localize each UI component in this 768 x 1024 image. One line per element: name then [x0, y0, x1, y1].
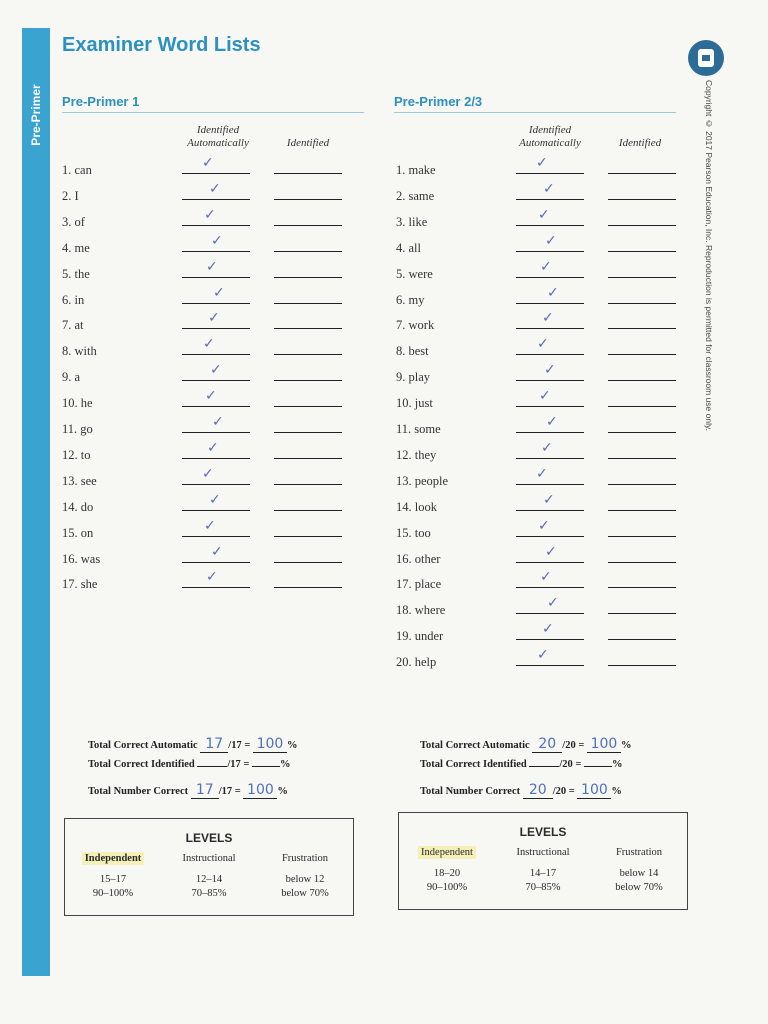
left-word: 6. in [62, 292, 85, 307]
left-identified-blank[interactable] [274, 484, 342, 485]
right-levels-title: LEVELS [519, 825, 567, 839]
right-identified-blank[interactable] [608, 173, 676, 174]
right-num-value[interactable]: 20 [523, 782, 553, 799]
right-auto-blank[interactable] [516, 251, 584, 252]
right-word: 20. help [396, 655, 437, 670]
right-auto-blank[interactable] [516, 328, 584, 329]
right-auto-blank[interactable] [516, 277, 584, 278]
right-auto-blank[interactable] [516, 536, 584, 537]
right-identified-blank[interactable] [608, 328, 676, 329]
left-range-instructional: 12–14 [195, 874, 223, 885]
right-identified-blank[interactable] [608, 432, 676, 433]
right-num-pct[interactable]: 100 [577, 782, 611, 799]
right-range-frustration: below 14 [619, 868, 659, 879]
right-auto-blank[interactable] [516, 484, 584, 485]
left-identified-blank[interactable] [274, 458, 342, 459]
right-total-auto: Total Correct Automatic 20 /20 = 100 % [420, 736, 632, 752]
right-check-mark: ✓ [542, 310, 554, 327]
copyright-notice: Copyright © 2017 Pearson Education, Inc. Reproduction is permitted for classroom use only. [704, 80, 714, 431]
right-range-instructional: 14–17 [529, 868, 557, 879]
left-check-mark: ✓ [209, 180, 221, 197]
right-word: 8. best [396, 344, 429, 359]
left-auto-blank[interactable] [182, 173, 250, 174]
right-identified-blank[interactable] [608, 406, 676, 407]
right-total-number: Total Number Correct 20 /20 = 100 % [420, 782, 622, 798]
left-check-mark: ✓ [206, 258, 218, 275]
right-levels-ranges [399, 868, 687, 879]
right-auto-blank[interactable] [516, 354, 584, 355]
right-identified-blank[interactable] [608, 303, 676, 304]
left-identified-blank[interactable] [274, 199, 342, 200]
left-word: 13. see [62, 473, 97, 488]
left-check-mark: ✓ [203, 336, 215, 353]
left-num-pct[interactable]: 100 [243, 782, 277, 799]
right-auto-blank[interactable] [516, 432, 584, 433]
left-check-mark: ✓ [211, 232, 223, 249]
right-check-mark: ✓ [537, 336, 549, 353]
left-check-mark: ✓ [210, 362, 222, 379]
left-auto-blank[interactable] [182, 225, 250, 226]
left-ident-pct[interactable] [252, 766, 280, 767]
right-identified-blank[interactable] [608, 277, 676, 278]
right-word: 3. like [396, 214, 428, 229]
left-word: 17. she [62, 577, 98, 592]
left-list-title: Pre-Primer 1 [62, 94, 140, 109]
left-identified-blank[interactable] [274, 303, 342, 304]
left-word: 8. with [62, 344, 97, 359]
right-header-auto: Identified Automatically [519, 124, 581, 149]
left-identified-blank[interactable] [274, 587, 342, 588]
left-check-mark: ✓ [204, 517, 216, 534]
right-word: 4. all [396, 240, 421, 255]
right-check-mark: ✓ [547, 595, 559, 612]
right-word: 13. people [396, 473, 449, 488]
right-auto-value[interactable]: 20 [532, 736, 562, 753]
left-identified-blank[interactable] [274, 277, 342, 278]
right-auto-blank[interactable] [516, 380, 584, 381]
left-level-frustration: Frustration [281, 853, 329, 864]
right-check-mark: ✓ [542, 621, 554, 638]
left-check-mark: ✓ [207, 439, 219, 456]
left-word: 7. at [62, 318, 84, 333]
side-tab-label: Pre-Primer [29, 84, 43, 146]
right-word: 16. other [396, 551, 441, 566]
left-identified-blank[interactable] [274, 251, 342, 252]
left-total-number: Total Number Correct 17 /17 = 100 % [88, 782, 288, 798]
right-identified-blank[interactable] [608, 665, 676, 666]
right-check-mark: ✓ [536, 155, 548, 171]
right-identified-blank[interactable] [608, 613, 676, 614]
left-auto-blank[interactable] [182, 303, 250, 304]
right-auto-blank[interactable] [516, 458, 584, 459]
right-list-title: Pre-Primer 2/3 [394, 94, 483, 109]
right-levels-box [398, 812, 688, 910]
right-auto-blank[interactable] [516, 303, 584, 304]
left-word: 11. go [62, 422, 93, 436]
left-level-independent: Independent [82, 852, 145, 865]
right-auto-blank[interactable] [516, 510, 584, 511]
left-identified-blank[interactable] [274, 225, 342, 226]
left-levels-headers [65, 853, 353, 864]
left-auto-blank[interactable] [182, 432, 250, 433]
right-identified-blank[interactable] [608, 354, 676, 355]
left-word: 5. the [62, 266, 90, 281]
left-auto-blank[interactable] [182, 251, 250, 252]
right-list-rule [394, 112, 676, 113]
right-word: 7. work [396, 318, 435, 333]
right-word: 15. too [396, 525, 431, 540]
right-word: 17. place [396, 577, 442, 592]
left-level-instructional: Instructional [182, 853, 236, 864]
left-identified-blank[interactable] [274, 536, 342, 537]
right-check-mark: ✓ [539, 388, 551, 405]
right-ident-value[interactable] [529, 766, 559, 767]
left-auto-blank[interactable] [182, 199, 250, 200]
left-check-mark: ✓ [204, 206, 216, 223]
left-identified-blank[interactable] [274, 328, 342, 329]
page-title: Examiner Word Lists [62, 34, 261, 56]
right-check-mark: ✓ [541, 439, 553, 456]
left-check-mark: ✓ [211, 543, 223, 560]
left-list-rule [62, 112, 364, 113]
left-range-frustration: below 12 [285, 874, 325, 885]
right-check-mark: ✓ [545, 232, 557, 249]
left-levels-ranges [65, 874, 353, 885]
right-level-independent: Independent [418, 846, 476, 859]
right-identified-blank[interactable] [608, 225, 676, 226]
right-auto-blank[interactable] [516, 562, 584, 563]
right-check-mark: ✓ [540, 569, 552, 586]
right-pct-independent: 90–100% [426, 882, 468, 893]
right-word: 2. same [396, 188, 435, 203]
left-auto-blank[interactable] [182, 406, 250, 407]
right-auto-blank[interactable] [516, 406, 584, 407]
left-header-identified: Identified [286, 137, 330, 149]
right-check-mark: ✓ [536, 465, 548, 482]
right-word: 19. under [396, 629, 444, 644]
left-identified-blank[interactable] [274, 380, 342, 381]
left-levels-box [64, 818, 354, 916]
right-check-mark: ✓ [540, 258, 552, 275]
right-check-mark: ✓ [543, 491, 555, 508]
left-word: 3. of [62, 214, 85, 229]
left-check-mark: ✓ [202, 465, 214, 482]
right-word: 1. make [396, 163, 436, 177]
right-header-identified: Identified [618, 137, 662, 149]
left-check-mark: ✓ [212, 414, 224, 430]
left-range-independent: 15–17 [99, 874, 127, 885]
left-check-mark: ✓ [209, 491, 221, 508]
left-identified-blank[interactable] [274, 432, 342, 433]
right-totals [420, 736, 631, 805]
right-auto-blank[interactable] [516, 199, 584, 200]
left-check-mark: ✓ [202, 155, 214, 171]
left-auto-blank[interactable] [182, 510, 250, 511]
right-word: 5. were [396, 266, 433, 281]
left-auto-blank[interactable] [182, 587, 250, 588]
left-levels-percents [65, 888, 353, 899]
right-check-mark: ✓ [538, 517, 550, 534]
left-check-mark: ✓ [208, 310, 220, 327]
left-total-auto: Total Correct Automatic 17 /17 = 100 % [88, 736, 298, 752]
right-check-mark: ✓ [545, 543, 557, 560]
right-word: 11. some [396, 422, 441, 436]
right-word: 6. my [396, 292, 425, 307]
right-check-mark: ✓ [543, 180, 555, 197]
right-pct-frustration: below 70% [615, 882, 663, 893]
left-pct-instructional: 70–85% [191, 888, 227, 899]
left-identified-blank[interactable] [274, 354, 342, 355]
left-auto-blank[interactable] [182, 536, 250, 537]
left-header-auto: Identified Automatically [187, 124, 249, 149]
right-check-mark: ✓ [547, 284, 559, 301]
left-check-mark: ✓ [213, 284, 225, 301]
right-auto-blank[interactable] [516, 639, 584, 640]
left-word: 15. on [62, 525, 94, 540]
right-levels-percents [399, 882, 687, 893]
right-word: 10. just [396, 396, 433, 411]
left-identified-blank[interactable] [274, 562, 342, 563]
left-check-mark: ✓ [206, 569, 218, 586]
right-auto-blank[interactable] [516, 613, 584, 614]
left-pct-independent: 90–100% [92, 888, 134, 899]
left-auto-value[interactable]: 17 [200, 736, 228, 753]
right-auto-blank[interactable] [516, 587, 584, 588]
left-pct-frustration: below 70% [281, 888, 329, 899]
side-tab [22, 28, 50, 976]
left-word: 1. can [62, 163, 92, 177]
right-identified-blank[interactable] [608, 251, 676, 252]
right-identified-blank[interactable] [608, 536, 676, 537]
left-identified-blank[interactable] [274, 173, 342, 174]
left-auto-blank[interactable] [182, 328, 250, 329]
left-total-identified: Total Correct Identified /17 = % [88, 759, 291, 770]
right-identified-blank[interactable] [608, 380, 676, 381]
left-word: 9. a [62, 370, 81, 385]
right-level-frustration: Frustration [615, 847, 663, 858]
right-ident-pct[interactable] [584, 766, 612, 767]
left-auto-blank[interactable] [182, 277, 250, 278]
right-identified-blank[interactable] [608, 199, 676, 200]
left-identified-blank[interactable] [274, 406, 342, 407]
right-word: 14. look [396, 499, 437, 514]
left-auto-blank[interactable] [182, 380, 250, 381]
left-check-mark: ✓ [205, 388, 217, 405]
left-word: 12. to [62, 447, 91, 462]
left-ident-value[interactable] [197, 766, 227, 767]
right-auto-blank[interactable] [516, 225, 584, 226]
left-auto-pct[interactable]: 100 [253, 736, 287, 753]
right-word: 18. where [396, 603, 446, 618]
right-identified-blank[interactable] [608, 587, 676, 588]
left-totals [88, 736, 297, 805]
left-word: 4. me [62, 240, 90, 255]
left-word: 14. do [62, 499, 94, 514]
right-identified-blank[interactable] [608, 562, 676, 563]
right-total-identified: Total Correct Identified /20 = % [420, 759, 623, 770]
left-auto-blank[interactable] [182, 562, 250, 563]
right-levels-headers [399, 847, 687, 858]
right-check-mark: ✓ [546, 414, 558, 430]
right-check-mark: ✓ [544, 362, 556, 379]
right-identified-blank[interactable] [608, 458, 676, 459]
right-check-mark: ✓ [538, 206, 550, 223]
left-word: 16. was [62, 551, 101, 566]
right-pct-instructional: 70–85% [525, 882, 561, 893]
right-auto-blank[interactable] [516, 173, 584, 174]
left-num-value[interactable]: 17 [191, 782, 219, 799]
left-identified-blank[interactable] [274, 510, 342, 511]
right-word: 9. play [396, 370, 431, 385]
left-auto-blank[interactable] [182, 484, 250, 485]
left-word: 10. he [62, 396, 93, 411]
left-auto-blank[interactable] [182, 458, 250, 459]
right-identified-blank[interactable] [608, 484, 676, 485]
right-range-independent: 18–20 [433, 868, 461, 879]
right-level-instructional: Instructional [516, 847, 570, 858]
right-identified-blank[interactable] [608, 510, 676, 511]
right-auto-pct[interactable]: 100 [587, 736, 621, 753]
left-word: 2. I [62, 188, 79, 203]
publisher-logo [688, 40, 724, 76]
left-levels-title: LEVELS [185, 831, 233, 845]
right-identified-blank[interactable] [608, 639, 676, 640]
right-word: 12. they [396, 447, 437, 462]
left-auto-blank[interactable] [182, 354, 250, 355]
right-check-mark: ✓ [537, 647, 549, 664]
right-auto-blank[interactable] [516, 665, 584, 666]
